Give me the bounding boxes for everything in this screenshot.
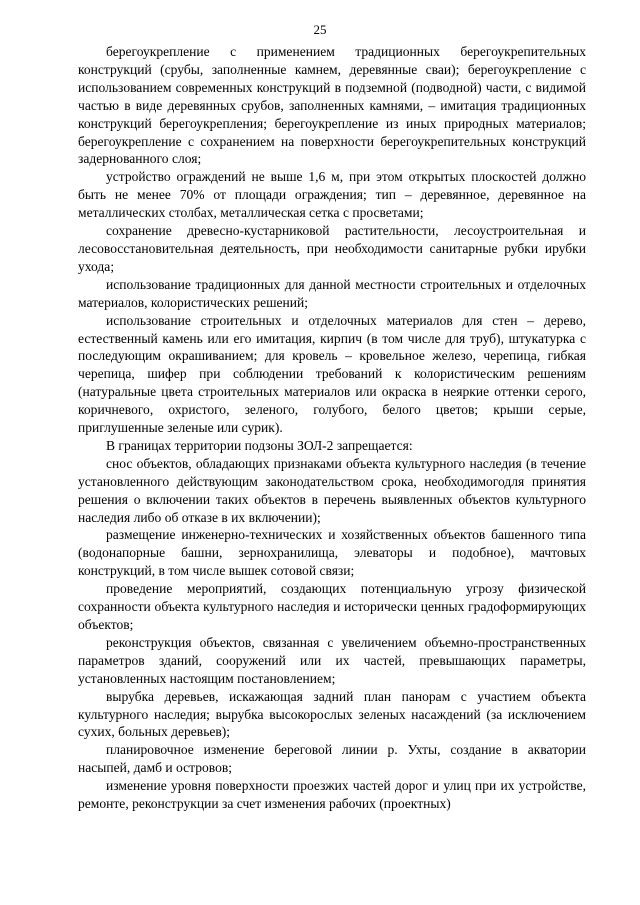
paragraph: устройство ограждений не выше 1,6 м, при этом открытых плоскостей должно быть не менее 70% от площади ограждения; тип – деревянное, деревянное на металлических столбах, металлическая сетка с просветами; bbox=[78, 169, 586, 221]
paragraph: В границах территории подзоны ЗОЛ-2 запрещается: bbox=[106, 437, 413, 453]
paragraph: изменение уровня поверхности проезжих частей дорог и улиц при их устройстве, ремонте, реконструкции за счет изменения рабочих (проектных) bbox=[78, 778, 586, 812]
paragraph: размещение инженерно-технических и хозяйственных объектов башенного типа (водонапорные башни, зернохранилища, элеваторы и подобное), мачтовых конструкций, в том числе вышек сотовой связи; bbox=[78, 527, 586, 579]
paragraph: планировочное изменение береговой линии р. Ухты, создание в акватории насыпей, дамб и островов; bbox=[78, 742, 586, 776]
page-number: 25 bbox=[313, 22, 327, 37]
paragraph: использование строительных и отделочных материалов для стен – дерево, естественный камень или его имитация, кирпич (в том числе для труб), штукатурка с последующим окрашиванием; для кровель – кровельное железо, черепица, гибкая черепица, шифер при соблюдении требований к колористическим решениям (натуральные цвета строительных материалов или окраска в неяркие оттенки серого, коричневого, охристого, зеленого, голубого, белого цветов; крыши серые, приглушенные зеленые или сурик). bbox=[78, 312, 586, 436]
paragraph: использование традиционных для данной местности строительных и отделочных материалов, колористических решений; bbox=[78, 276, 586, 310]
document-body bbox=[78, 43, 586, 813]
paragraph: берегоукрепление с применением традиционных берегоукрепительных конструкций (срубы, заполненные камнем, деревянные сваи); берегоукрепление с использованием современных конструкций в подземной (подводной) части, с видимой частью в виде деревянных срубов, заполненных камнями, – имитация традиционных конструкций берегоукрепления; берегоукрепление из иных природных материалов; берегоукрепление с сохранением на поверхности берегоукрепительных конструкций задернованного слоя; bbox=[78, 44, 586, 167]
paragraph: снос объектов, обладающих признаками объекта культурного наследия (в течение установленного действующим законодательством срока, необходимогодля принятия решения о включении таких объектов в перечень выявленных объектов культурного наследия либо об отказе в их включении); bbox=[78, 455, 586, 525]
paragraph: реконструкция объектов, связанная с увеличением объемно-пространственных параметров зданий, сооружений или их частей, превышающих параметры, установленных настоящим постановлением; bbox=[78, 634, 586, 686]
paragraph: вырубка деревьев, искажающая задний план панорам с участием объекта культурного наследия; вырубка высокорослых зеленых насаждений (за исключением сухих, больных деревьев); bbox=[78, 688, 586, 740]
paragraph: проведение мероприятий, создающих потенциальную угрозу физической сохранности объекта культурного наследия и исторически ценных градоформирующих объектов; bbox=[78, 581, 586, 632]
paragraph: сохранение древесно-кустарниковой растительности, лесоустроительная и лесовосстановительная деятельность, при необходимости санитарные рубки ирубки ухода; bbox=[78, 223, 586, 274]
